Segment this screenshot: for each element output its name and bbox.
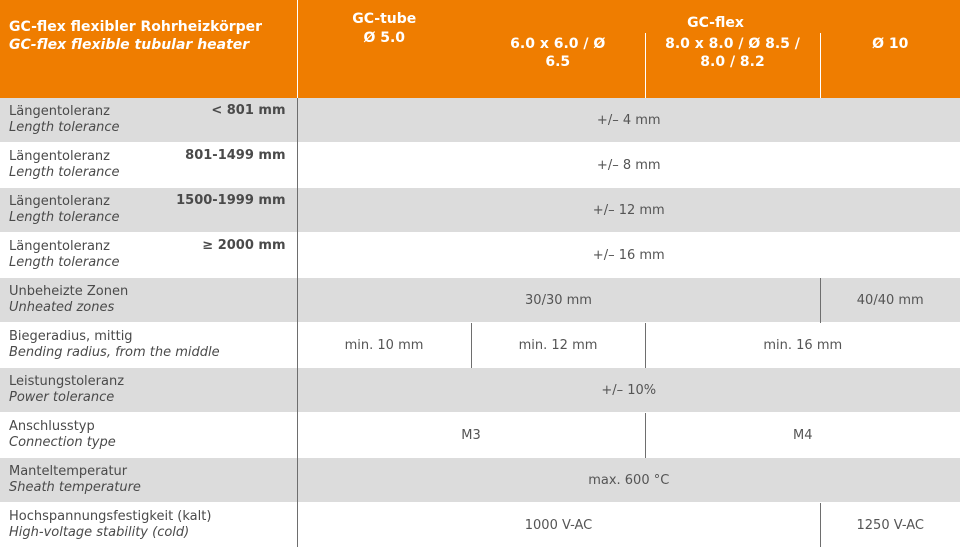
header-flex-size-1 <box>471 33 645 98</box>
length-range: < 801 mm <box>211 103 285 118</box>
header-row <box>0 0 960 33</box>
row-label <box>0 143 297 188</box>
row-label <box>0 368 297 413</box>
row-label <box>0 458 297 503</box>
value-cell: +/– 8 mm <box>297 143 960 188</box>
label-de: Hochspannungsfestigkeit (kalt) <box>9 509 286 525</box>
length-range: 1500-1999 mm <box>176 193 285 208</box>
label-en: Sheath temperature <box>9 480 286 496</box>
table-row <box>0 233 960 278</box>
label-en: Length tolerance <box>9 255 286 271</box>
label-de: Anschlusstyp <box>9 419 286 435</box>
label-en: High-voltage stability (cold) <box>9 525 286 541</box>
gc-tube-size: Ø 5.0 <box>298 29 472 48</box>
label-de: Leistungstoleranz <box>9 374 286 390</box>
label-en: Bending radius, from the middle <box>9 345 286 361</box>
label-de: Längentoleranz <box>9 149 286 165</box>
label-de: Längentoleranz <box>9 194 286 210</box>
label-de: Unbeheizte Zonen <box>9 284 286 300</box>
label-en: Length tolerance <box>9 165 286 181</box>
value-cell: +/– 4 mm <box>297 98 960 143</box>
title-de: GC-flex flexibler Rohrheizkörper <box>9 18 297 36</box>
length-range: ≥ 2000 mm <box>202 238 285 253</box>
table-row <box>0 188 960 233</box>
table-row <box>0 278 960 323</box>
label-en: Unheated zones <box>9 300 286 316</box>
header-flex-size-2 <box>645 33 820 98</box>
table-row <box>0 98 960 143</box>
row-label <box>0 278 297 323</box>
value-cell: max. 600 °C <box>297 458 960 503</box>
gc-tube-label: GC-tube <box>298 10 472 29</box>
length-range: 801-1499 mm <box>185 148 285 163</box>
label-en: Length tolerance <box>9 120 286 136</box>
value-cell: 40/40 mm <box>820 278 960 323</box>
label-de: Biegeradius, mittig <box>9 329 286 345</box>
label-de: Manteltemperatur <box>9 464 286 480</box>
value-cell: min. 16 mm <box>645 323 960 368</box>
flex-size-2: 8.0 x 8.0 / Ø 8.5 / 8.0 / 8.2 <box>658 35 808 71</box>
value-cell: 1000 V-AC <box>297 503 820 547</box>
header-flex-size-3: Ø 10 <box>820 33 960 98</box>
label-de: Längentoleranz <box>9 104 286 120</box>
label-en: Power tolerance <box>9 390 286 406</box>
value-cell: 1250 V-AC <box>820 503 960 547</box>
table-row <box>0 368 960 413</box>
table-row <box>0 323 960 368</box>
table-row <box>0 413 960 458</box>
header-gc-flex: GC-flex <box>471 0 960 33</box>
value-cell: M4 <box>645 413 960 458</box>
value-cell: min. 10 mm <box>297 323 471 368</box>
table-row <box>0 503 960 547</box>
table-row <box>0 143 960 188</box>
label-de: Längentoleranz <box>9 239 286 255</box>
flex-size-1: 6.0 x 6.0 / Ø 6.5 <box>508 35 608 71</box>
value-cell: M3 <box>297 413 645 458</box>
row-label <box>0 188 297 233</box>
title-en: GC-flex flexible tubular heater <box>9 36 297 54</box>
row-label <box>0 413 297 458</box>
header-gc-tube <box>297 0 471 98</box>
label-en: Length tolerance <box>9 210 286 226</box>
value-cell: +/– 12 mm <box>297 188 960 233</box>
value-cell: min. 12 mm <box>471 323 645 368</box>
row-label <box>0 98 297 143</box>
value-cell: +/– 16 mm <box>297 233 960 278</box>
row-label <box>0 323 297 368</box>
table-row <box>0 458 960 503</box>
value-cell: +/– 10% <box>297 368 960 413</box>
table-title <box>0 0 297 98</box>
label-en: Connection type <box>9 435 286 451</box>
value-cell: 30/30 mm <box>297 278 820 323</box>
row-label <box>0 503 297 547</box>
row-label <box>0 233 297 278</box>
